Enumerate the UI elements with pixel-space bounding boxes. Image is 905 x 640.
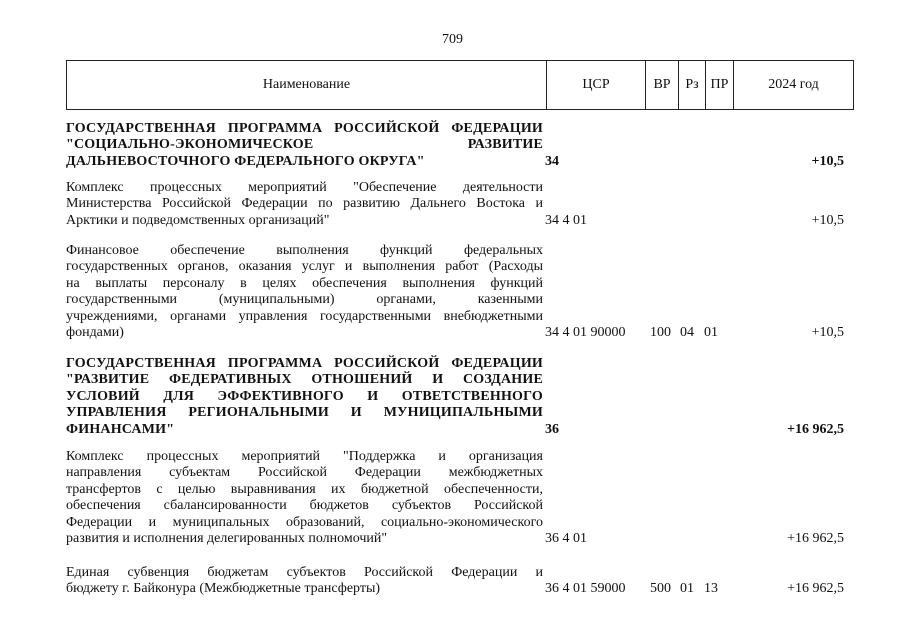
row-name-line: "СОЦИАЛЬНО-ЭКОНОМИЧЕСКОЕ РАЗВИТИЕ bbox=[66, 137, 543, 153]
row-name-line: ГОСУДАРСТВЕННАЯ ПРОГРАММА РОССИЙСКОЙ ФЕДЕРАЦИИ bbox=[66, 356, 543, 371]
row-name bbox=[66, 243, 543, 341]
page-number: 709 bbox=[442, 32, 463, 47]
row-vr: 500 bbox=[650, 581, 671, 597]
row-csr: 36 4 01 bbox=[545, 531, 587, 546]
row-name-line: Министерства Российской Федерации по развитию Дальнего Востока и bbox=[66, 196, 543, 212]
row-name bbox=[66, 180, 543, 229]
row-name-line: Финансовое обеспечение выполнения функций федеральных bbox=[66, 243, 543, 258]
row-name-line: фондами) bbox=[66, 325, 124, 341]
row-name-line: ДАЛЬНЕВОСТОЧНОГО ФЕДЕРАЛЬНОГО ОКРУГА" bbox=[66, 153, 425, 169]
row-name-line: развития и исполнения делегированных полномочий" bbox=[66, 531, 388, 547]
row-name bbox=[66, 565, 543, 598]
row-name-line: трансфертов с целью выравнивания их бюджетной обеспеченности, bbox=[66, 481, 543, 497]
row-amount: +16 962,5 bbox=[787, 531, 844, 546]
row-csr: 34 4 01 90000 bbox=[545, 325, 626, 340]
row-name-line: ГОСУДАРСТВЕННАЯ ПРОГРАММА РОССИЙСКОЙ ФЕДЕРАЦИИ bbox=[66, 121, 543, 136]
table-header bbox=[66, 60, 854, 110]
row-amount: +10,5 bbox=[811, 153, 844, 169]
row-name-line: "РАЗВИТИЕ ФЕДЕРАТИВНЫХ ОТНОШЕНИЙ И СОЗДАНИЕ bbox=[66, 372, 543, 388]
row-rz: 01 bbox=[680, 581, 694, 597]
column-header-name: Наименование bbox=[262, 77, 351, 92]
row-amount: +16 962,5 bbox=[787, 421, 844, 437]
row-name-line: бюджету г. Байконура (Межбюджетные трансферты) bbox=[66, 581, 381, 597]
row-name-line: Федерации и муниципальных образований, социально-экономического bbox=[66, 514, 543, 530]
row-rz: 04 bbox=[680, 325, 694, 340]
row-amount: +10,5 bbox=[811, 325, 844, 340]
row-vr: 100 bbox=[650, 325, 671, 340]
row-csr: 36 4 01 59000 bbox=[545, 581, 626, 597]
row-name-line: направления субъектам Российской Федерации межбюджетных bbox=[66, 465, 543, 481]
row-name-line: УСЛОВИЙ ДЛЯ ЭФФЕКТИВНОГО И ОТВЕТСТВЕННОГО bbox=[66, 388, 543, 404]
row-name-line: ФИНАНСАМИ" bbox=[66, 421, 175, 437]
row-csr: 36 bbox=[545, 421, 559, 437]
row-csr: 34 4 01 bbox=[545, 212, 587, 228]
column-header-rz: Рз bbox=[678, 61, 705, 109]
row-name bbox=[66, 356, 543, 438]
row-name bbox=[66, 449, 543, 547]
row-name-line: Комплекс процессных мероприятий "Поддержка и организация bbox=[66, 449, 543, 464]
row-name-line: Арктики и подведомственных организаций" bbox=[66, 212, 330, 228]
row-name-line: учреждениями, органами управления государственными внебюджетными bbox=[66, 308, 543, 324]
row-name-line: на выплаты персоналу в целях обеспечения выполнения функций bbox=[66, 275, 543, 291]
row-csr: 34 bbox=[545, 153, 559, 169]
row-pr: 01 bbox=[704, 325, 718, 340]
row-name-line: УПРАВЛЕНИЯ РЕГИОНАЛЬНЫМИ И МУНИЦИПАЛЬНЫМИ bbox=[66, 405, 543, 421]
row-name-line: государственными (муниципальными) органами, казенными bbox=[66, 292, 543, 308]
row-name-line: Комплекс процессных мероприятий "Обеспечение деятельности bbox=[66, 180, 543, 195]
row-name-line: обеспечения сбалансированности бюджетов субъектов Российской bbox=[66, 498, 543, 514]
column-header-csr: ЦСР bbox=[546, 61, 645, 109]
row-amount: +16 962,5 bbox=[787, 581, 844, 597]
row-pr: 13 bbox=[704, 581, 718, 597]
row-name-line: Единая субвенция бюджетам субъектов Российской Федерации и bbox=[66, 565, 543, 580]
column-header-pr: ПР bbox=[705, 61, 733, 109]
row-name-line: государственных органов, оказания услуг и выполнения работ (Расходы bbox=[66, 259, 543, 275]
row-amount: +10,5 bbox=[811, 212, 844, 228]
column-header-vr: ВР bbox=[645, 61, 678, 109]
column-header-year: 2024 год bbox=[733, 61, 853, 109]
row-name bbox=[66, 121, 543, 170]
